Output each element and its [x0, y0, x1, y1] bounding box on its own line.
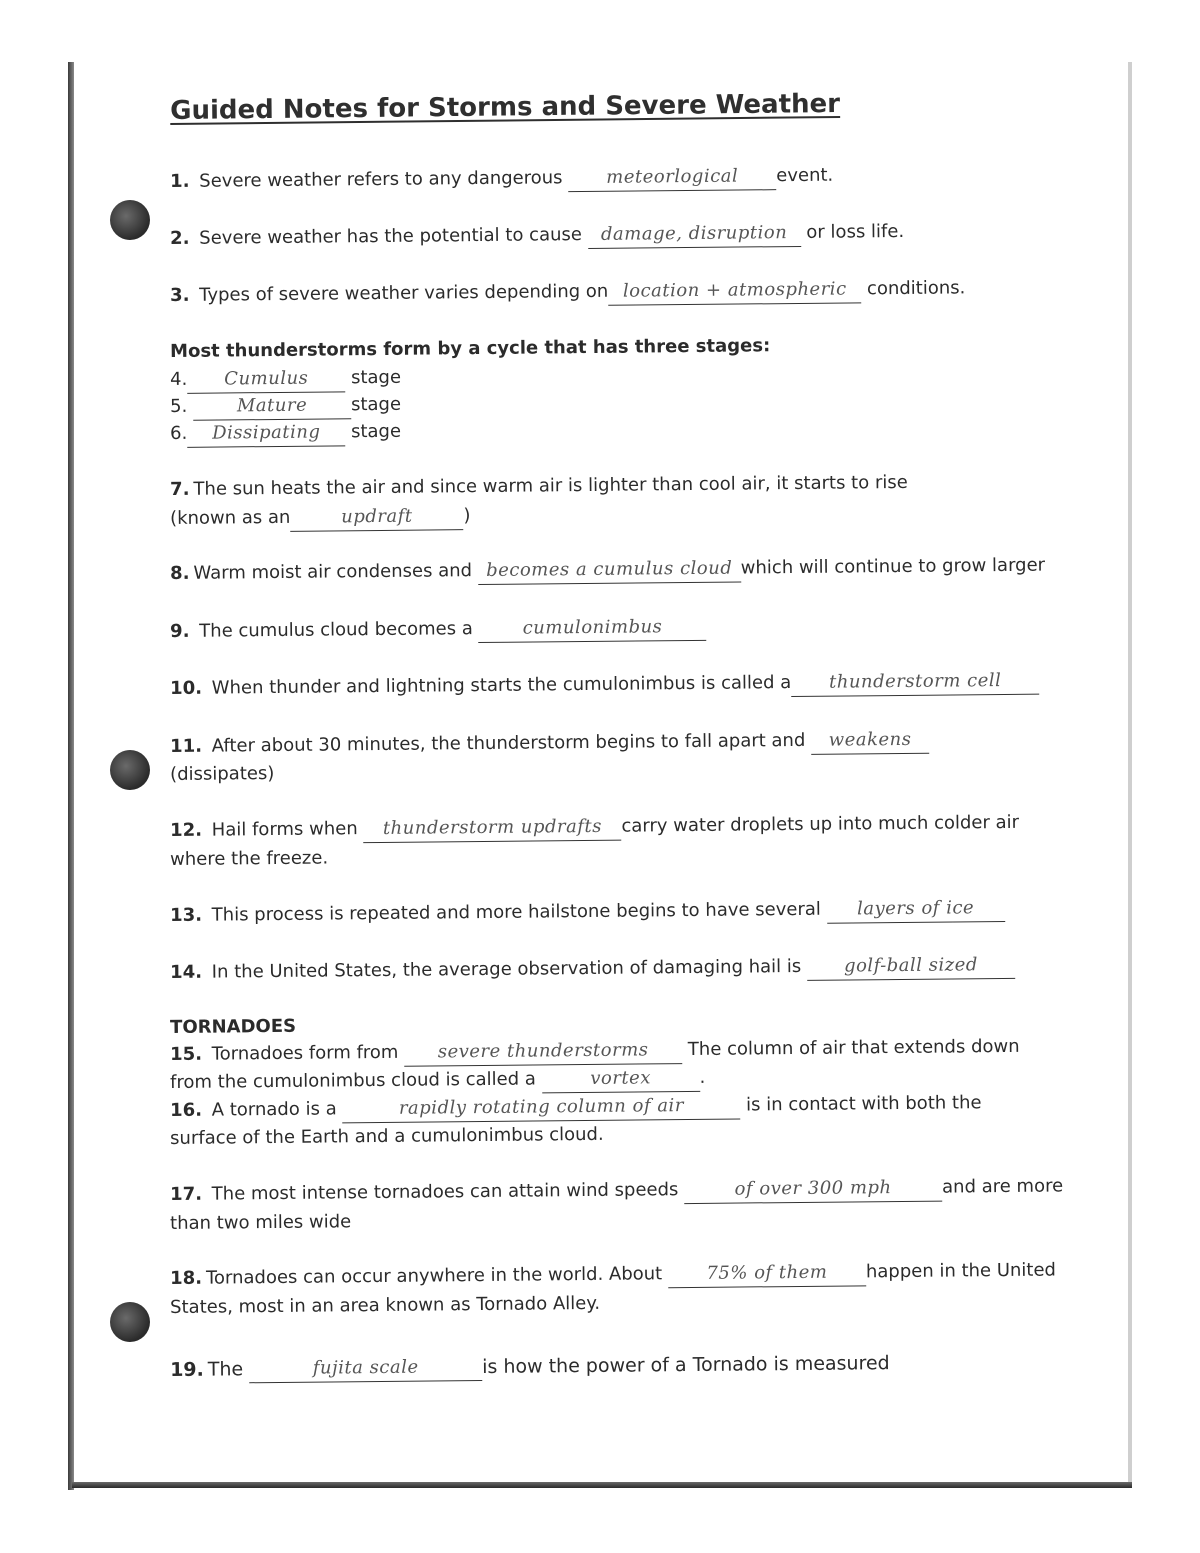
answer-blank: cumulonimbus: [478, 614, 706, 643]
question-text: When thunder and lightning starts the cumulonimbus is called a: [211, 672, 792, 699]
question-text-after: ): [463, 505, 471, 527]
question-text: Warm moist air condenses and: [193, 560, 473, 584]
question-text: Tornadoes can occur anywhere in the world. About: [205, 1263, 663, 1289]
question-number: 1.: [170, 170, 190, 192]
question-number: 12.: [170, 819, 203, 841]
answer-blank: layers of ice: [826, 895, 1004, 924]
stages-heading: Most thunderstorms form by a cycle that has three stages:: [170, 335, 771, 362]
answer-blank: rapidly rotating column of air: [342, 1093, 740, 1124]
question-number: 16.: [170, 1099, 203, 1121]
question-number: 10.: [170, 677, 203, 699]
answer-blank: 75% of them: [668, 1259, 866, 1288]
answer-blank: thunderstorm cell: [791, 668, 1039, 697]
question-text: (known as an: [170, 506, 291, 529]
question-text: A tornado is a: [211, 1098, 337, 1121]
question-text: (dissipates): [170, 762, 275, 785]
question-3: [170, 273, 1060, 310]
answer-blank: damage, disruption: [588, 220, 801, 249]
question-text: The most intense tornadoes can attain wind speeds: [211, 1179, 679, 1205]
question-number: 6.: [170, 422, 188, 444]
question-text-after: stage: [350, 420, 402, 443]
answer-blank: fujita scale: [249, 1354, 482, 1383]
question-text: The: [207, 1358, 244, 1381]
question-text: After about 30 minutes, the thunderstorm begins to fall apart and: [211, 729, 806, 757]
scan-edge-left: [68, 62, 74, 1490]
punch-hole-middle: [110, 750, 150, 790]
question-text-after: conditions.: [866, 277, 966, 300]
question-number: 17.: [170, 1183, 203, 1205]
answer-blank: Cumulus: [187, 365, 345, 394]
punch-hole-top: [110, 200, 150, 240]
question-text-after: carry water droplets up into much colder air: [621, 811, 1020, 837]
question-number: 8.: [170, 562, 190, 584]
question-text: The cumulus cloud becomes a: [199, 618, 473, 642]
question-text-after: The column of air that extends down: [687, 1035, 1020, 1061]
question-text-after: .: [699, 1066, 706, 1088]
question-13: [170, 893, 1060, 930]
question-number: 15.: [170, 1043, 203, 1065]
scan-edge-bottom: [72, 1482, 1132, 1488]
question-text: This process is repeated and more hailstone begins to have several: [211, 898, 821, 926]
question-8: [170, 551, 1060, 588]
page-title: Guided Notes for Storms and Severe Weather: [170, 88, 841, 126]
question-text-after: which will continue to grow larger: [740, 554, 1046, 579]
question-number: 9.: [170, 620, 190, 642]
question-text: Severe weather refers to any dangerous: [199, 167, 563, 192]
question-text: Hail forms when: [211, 818, 358, 841]
scan-edge-right: [1128, 62, 1132, 1486]
question-number: 5.: [170, 395, 188, 417]
punch-hole-bottom: [110, 1302, 150, 1342]
answer-blank: Dissipating: [187, 419, 345, 448]
answer-blank: thunderstorm updrafts: [363, 814, 621, 843]
question-9: [170, 609, 1060, 646]
question-text: from the cumulonimbus cloud is called a: [170, 1068, 536, 1093]
question-2: [170, 216, 1060, 253]
answer-blank: Mature: [193, 392, 351, 421]
question-text-after: is how the power of a Tornado is measured: [482, 1352, 890, 1379]
answer-blank: location + atmospheric: [608, 276, 861, 305]
question-text: surface of the Earth and a cumulonimbus cloud.: [170, 1123, 604, 1149]
question-1: [170, 159, 1060, 196]
question-number: 18.: [170, 1267, 203, 1289]
answer-blank: updraft: [290, 503, 463, 532]
question-text: where the freeze.: [170, 847, 329, 870]
question-number: 4.: [170, 368, 188, 390]
question-14: [170, 950, 1060, 987]
question-text-after: and are more: [941, 1175, 1064, 1198]
question-text-after: stage: [350, 393, 402, 416]
answer-blank: becomes a cumulus cloud: [478, 556, 741, 586]
question-text-after: or loss life.: [806, 220, 905, 243]
question-number: 7.: [170, 478, 190, 500]
question-number: 14.: [170, 961, 203, 983]
answer-blank-2: vortex: [541, 1065, 699, 1094]
question-number: 2.: [170, 227, 190, 249]
question-text: Tornadoes form from: [211, 1041, 399, 1065]
answer-blank: golf-ball sized: [807, 952, 1015, 981]
question-number: 3.: [170, 284, 190, 306]
question-number: 11.: [170, 735, 203, 757]
answer-blank: weakens: [811, 727, 929, 755]
question-text: In the United States, the average observation of damaging hail is: [211, 955, 802, 983]
question-text: The sun heats the air and since warm air is lighter than cool air, it starts to rise: [193, 471, 908, 500]
question-text: Types of severe weather varies depending on: [199, 280, 609, 306]
question-text-after: event.: [776, 164, 834, 187]
question-10: [170, 666, 1060, 703]
question-19: [170, 1347, 1060, 1384]
question-text: States, most in an area known as Tornado Alley.: [170, 1292, 601, 1318]
question-number: 19.: [170, 1358, 204, 1381]
answer-blank: meteorlogical: [568, 163, 776, 192]
question-number: 13.: [170, 904, 203, 926]
question-text-after: stage: [350, 366, 402, 389]
answer-blank: of over 300 mph: [684, 1175, 942, 1204]
question-text-after: is in contact with both the: [746, 1092, 982, 1116]
question-text: than two miles wide: [170, 1211, 352, 1234]
question-text-after: happen in the United: [865, 1259, 1057, 1283]
tornadoes-heading: TORNADOES: [170, 1015, 297, 1038]
answer-blank: severe thunderstorms: [404, 1037, 682, 1067]
question-text: Severe weather has the potential to cause: [199, 224, 583, 249]
